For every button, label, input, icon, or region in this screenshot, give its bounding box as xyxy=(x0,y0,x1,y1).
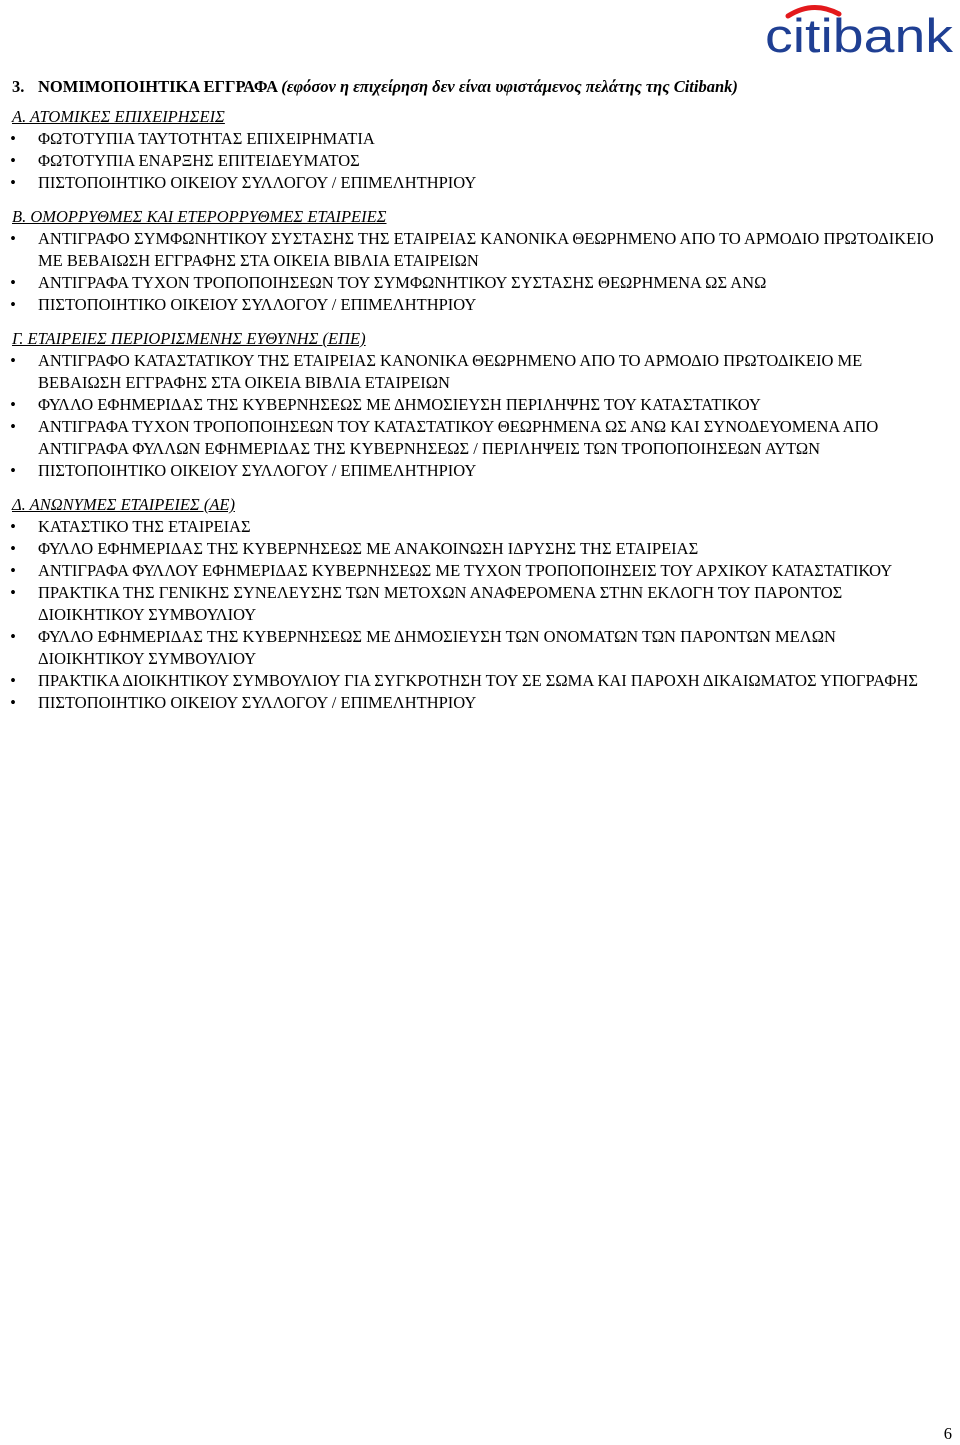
bullet-icon: • xyxy=(10,561,16,580)
list-item xyxy=(0,172,960,194)
bullet-icon: • xyxy=(10,273,16,292)
list-item xyxy=(0,272,960,294)
bullet-icon: • xyxy=(10,129,16,148)
section-d xyxy=(0,494,960,714)
bullet-icon: • xyxy=(10,351,16,370)
list-item-text: ΠΡΑΚΤΙΚΑ ΔΙΟΙΚΗΤΙΚΟΥ ΣΥΜΒΟΥΛΙΟΥ ΓΙΑ ΣΥΓΚΡΟΤΗΣΗ ΤΟΥ ΣΕ ΣΩΜΑ ΚΑΙ ΠΑΡΟΧΗ ΔΙΚΑΙΩΜΑΤΟΣ ΥΠΟΓΡΑΦΗΣ xyxy=(38,671,918,690)
section-title: Γ. ΕΤΑΙΡΕΙΕΣ ΠΕΡΙΟΡΙΣΜΕΝΗΣ ΕΥΘΥΝΗΣ (ΕΠΕ) xyxy=(12,329,366,348)
list-item-text: ΑΝΤΙΓΡΑΦΑ ΤΥΧΟΝ ΤΡΟΠΟΠΟΙΗΣΕΩΝ ΤΟΥ ΚΑΤΑΣΤΑΤΙΚΟΥ ΘΕΩΡΗΜΕΝΑ ΩΣ ΑΝΩ ΚΑΙ ΣΥΝΟΔΕΥΟΜΕΝΑ ΑΠΟ ΑΝΤΙΓΡΑΦΑ ΦΥΛΛΩΝ ΕΦΗΜΕΡΙΔΑΣ ΤΗΣ ΚΥΒΕΡΝΗΣΕΩΣ / ΠΕΡΙΛΗΨΕΙΣ ΤΩΝ ΤΡΟΠΟΠΟΙΗΣΕΩΝ ΑΥΤΩΝ xyxy=(38,417,879,458)
list-item-text: ΚΑΤΑΣΤΙΚΟ ΤΗΣ ΕΤΑΙΡΕΙΑΣ xyxy=(38,517,251,536)
list-item xyxy=(0,670,960,692)
citibank-logo xyxy=(755,0,960,62)
list-item-text: ΠΙΣΤΟΠΟΙΗΤΙΚΟ ΟΙΚΕΙΟΥ ΣΥΛΛΟΓΟΥ / ΕΠΙΜΕΛΗΤΗΡΙΟΥ xyxy=(38,295,477,314)
list-item xyxy=(0,582,960,626)
document-body xyxy=(0,76,960,726)
section-title: Β. ΟΜΟΡΡΥΘΜΕΣ ΚΑΙ ΕΤΕΡΟΡΡΥΘΜΕΣ ΕΤΑΙΡΕΙΕΣ xyxy=(12,207,387,226)
bullet-icon: • xyxy=(10,671,16,690)
list-item xyxy=(0,128,960,150)
list-item-text: ΦΩΤΟΤΥΠΙΑ ΤΑΥΤΟΤΗΤΑΣ ΕΠΙΧΕΙΡΗΜΑΤΙΑ xyxy=(38,129,375,148)
list-item-text: ΠΙΣΤΟΠΟΙΗΤΙΚΟ ΟΙΚΕΙΟΥ ΣΥΛΛΟΓΟΥ / ΕΠΙΜΕΛΗΤΗΡΙΟΥ xyxy=(38,173,477,192)
list-item-text: ΦΩΤΟΤΥΠΙΑ ΕΝΑΡΞΗΣ ΕΠΙΤΕΙΔΕΥΜΑΤΟΣ xyxy=(38,151,360,170)
bullet-icon: • xyxy=(10,173,16,192)
list-item-text: ΑΝΤΙΓΡΑΦΟ ΣΥΜΦΩΝΗΤΙΚΟΥ ΣΥΣΤΑΣΗΣ ΤΗΣ ΕΤΑΙΡΕΙΑΣ ΚΑΝΟΝΙΚΑ ΘΕΩΡΗΜΕΝΟ ΑΠΟ ΤΟ ΑΡΜΟΔΙΟ ΠΡΩΤΟΔΙΚΕΙΟ ΜΕ ΒΕΒΑΙΩΣΗ ΕΓΓΡΑΦΗΣ ΣΤΑ ΟΙΚΕΙΑ ΒΙΒΛΙΑ ΕΤΑΙΡΕΙΩΝ xyxy=(38,229,934,270)
list-item-text: ΠΙΣΤΟΠΟΙΗΤΙΚΟ ΟΙΚΕΙΟΥ ΣΥΛΛΟΓΟΥ / ΕΠΙΜΕΛΗΤΗΡΙΟΥ xyxy=(38,461,477,480)
list-item xyxy=(0,416,960,460)
bullet-icon: • xyxy=(10,517,16,536)
bullet-icon: • xyxy=(10,627,16,646)
bullet-icon: • xyxy=(10,693,16,712)
list-item xyxy=(0,350,960,394)
list-item xyxy=(0,150,960,172)
list-item-text: ΦΥΛΛΟ ΕΦΗΜΕΡΙΔΑΣ ΤΗΣ ΚΥΒΕΡΝΗΣΕΩΣ ΜΕ ΑΝΑΚΟΙΝΩΣΗ ΙΔΡΥΣΗΣ ΤΗΣ ΕΤΑΙΡΕΙΑΣ xyxy=(38,539,699,558)
section-title: Δ. ΑΝΩΝΥΜΕΣ ΕΤΑΙΡΕΙΕΣ (ΑΕ) xyxy=(12,495,235,514)
bullet-icon: • xyxy=(10,295,16,314)
section-a xyxy=(0,106,960,194)
list-item xyxy=(0,460,960,482)
bullet-icon: • xyxy=(10,395,16,414)
citibank-logo-graphic xyxy=(755,0,960,62)
list-item-text: ΦΥΛΛΟ ΕΦΗΜΕΡΙΔΑΣ ΤΗΣ ΚΥΒΕΡΝΗΣΕΩΣ ΜΕ ΔΗΜΟΣΙΕΥΣΗ ΤΩΝ ΟΝΟΜΑΤΩΝ ΤΩΝ ΠΑΡΟΝΤΩΝ ΜΕΛΩΝ ΔΙΟΙΚΗΤΙΚΟΥ ΣΥΜΒΟΥΛΙΟΥ xyxy=(38,627,836,668)
section-c-list xyxy=(0,350,960,482)
heading-note: (εφόσον η επιχείρηση δεν είναι υφιστάμενος πελάτης της Citibank) xyxy=(281,77,738,96)
bullet-icon: • xyxy=(10,417,16,436)
citibank-wordmark: citibank xyxy=(765,9,954,62)
list-item-text: ΠΙΣΤΟΠΟΙΗΤΙΚΟ ΟΙΚΕΙΟΥ ΣΥΛΛΟΓΟΥ / ΕΠΙΜΕΛΗΤΗΡΙΟΥ xyxy=(38,693,477,712)
heading-title: ΝΟΜΙΜΟΠΟΙΗΤΙΚΑ ΕΓΓΡΑΦΑ xyxy=(38,77,278,96)
list-item-text: ΑΝΤΙΓΡΑΦΑ ΦΥΛΛΟΥ ΕΦΗΜΕΡΙΔΑΣ ΚΥΒΕΡΝΗΣΕΩΣ ΜΕ ΤΥΧΟΝ ΤΡΟΠΟΠΟΙΗΣΕΙΣ ΤΟΥ ΑΡΧΙΚΟΥ ΚΑΤΑΣΤΑΤΙΚΟΥ xyxy=(38,561,893,580)
bullet-icon: • xyxy=(10,461,16,480)
bullet-icon: • xyxy=(10,583,16,602)
section-d-list xyxy=(0,516,960,714)
list-item-text: ΑΝΤΙΓΡΑΦΑ ΤΥΧΟΝ ΤΡΟΠΟΠΟΙΗΣΕΩΝ ΤΟΥ ΣΥΜΦΩΝΗΤΙΚΟΥ ΣΥΣΤΑΣΗΣ ΘΕΩΡΗΜΕΝΑ ΩΣ ΑΝΩ xyxy=(38,273,767,292)
list-item xyxy=(0,626,960,670)
list-item xyxy=(0,516,960,538)
list-item xyxy=(0,692,960,714)
heading-number: 3. xyxy=(12,77,25,96)
section-title: Α. ΑΤΟΜΙΚΕΣ ΕΠΙΧΕΙΡΗΣΕΙΣ xyxy=(12,107,225,126)
document-heading xyxy=(12,76,960,98)
list-item-text: ΦΥΛΛΟ ΕΦΗΜΕΡΙΔΑΣ ΤΗΣ ΚΥΒΕΡΝΗΣΕΩΣ ΜΕ ΔΗΜΟΣΙΕΥΣΗ ΠΕΡΙΛΗΨΗΣ ΤΟΥ ΚΑΤΑΣΤΑΤΙΚΟΥ xyxy=(38,395,761,414)
list-item xyxy=(0,294,960,316)
list-item xyxy=(0,538,960,560)
list-item-text: ΑΝΤΙΓΡΑΦΟ ΚΑΤΑΣΤΑΤΙΚΟΥ ΤΗΣ ΕΤΑΙΡΕΙΑΣ ΚΑΝΟΝΙΚΑ ΘΕΩΡΗΜΕΝΟ ΑΠΟ ΤΟ ΑΡΜΟΔΙΟ ΠΡΩΤΟΔΙΚΕΙΟ ΜΕ ΒΕΒΑΙΩΣΗ ΕΓΓΡΑΦΗΣ ΣΤΑ ΟΙΚΕΙΑ ΒΙΒΛΙΑ ΕΤΑΙΡΕΙΩΝ xyxy=(38,351,863,392)
bullet-icon: • xyxy=(10,229,16,248)
list-item xyxy=(0,228,960,272)
section-b-list xyxy=(0,228,960,316)
bullet-icon: • xyxy=(10,539,16,558)
list-item-text: ΠΡΑΚΤΙΚΑ ΤΗΣ ΓΕΝΙΚΗΣ ΣΥΝΕΛΕΥΣΗΣ ΤΩΝ ΜΕΤΟΧΩΝ ΑΝΑΦΕΡΟΜΕΝΑ ΣΤΗΝ ΕΚΛΟΓΗ ΤΟΥ ΠΑΡΟΝΤΟΣ ΔΙΟΙΚΗΤΙΚΟΥ ΣΥΜΒΟΥΛΙΟΥ xyxy=(38,583,843,624)
bullet-icon: • xyxy=(10,151,16,170)
section-a-list xyxy=(0,128,960,194)
page-number: 6 xyxy=(943,1424,952,1443)
list-item xyxy=(0,560,960,582)
section-b xyxy=(0,206,960,316)
section-c xyxy=(0,328,960,482)
list-item xyxy=(0,394,960,416)
